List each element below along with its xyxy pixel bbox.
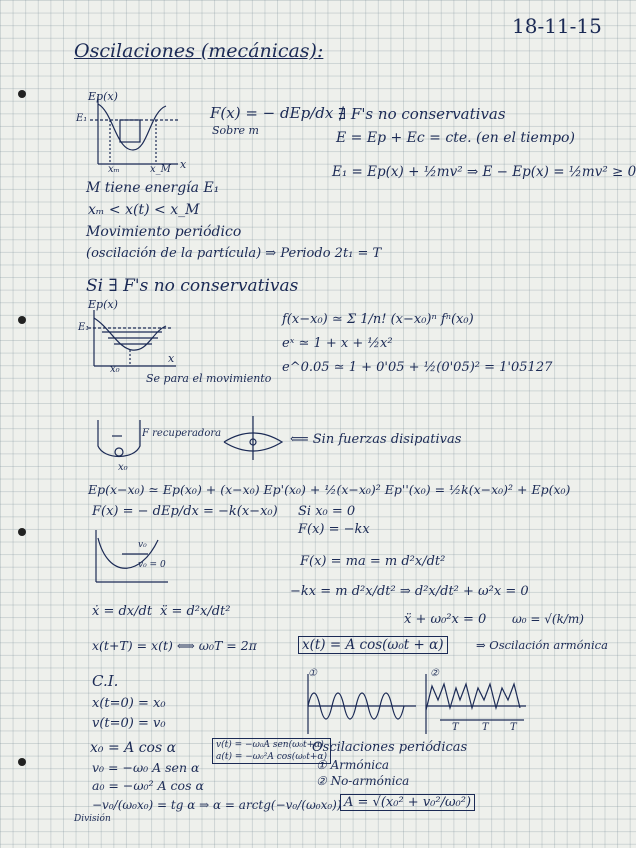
period-label-3: T [510,722,517,733]
binder-hole [18,528,26,536]
plot3-v0: v₀ [138,540,147,550]
plot2-e1: E₁ [78,322,90,333]
a0-equation: a₀ = −ω₀² A cos α [92,778,204,793]
acceleration-def: ẍ = d²x/dt² [160,604,231,619]
plot2-x0: x₀ [110,364,120,375]
periodicity: x(t+T) = x(t) ⟺ ω₀T = 2π [92,638,257,653]
harmonic-label: ⇒ Oscilación armónica [476,638,608,652]
no-dissipative: ⟸ Sin fuerzas disipativas [290,432,462,447]
harmonic-solution: x(t) = A cos(ω₀t + α) [298,636,448,654]
velocity-def: ẋ = dx/dt [92,604,153,619]
nonconservative-heading: Si ∃ F's no conservativas [86,276,299,296]
plot1-x: x [180,158,187,171]
energy-text: M tiene energía E₁ [86,180,220,196]
energy-constant: E = Ep + Ec = cte. (en el tiempo) [336,130,575,146]
plot3-v0-zero: v₀ = 0 [138,560,166,570]
binder-hole [18,90,26,98]
oscillation-period: (oscilación de la partícula) ⇒ Periodo 2t₁ = T [86,246,382,261]
graph1-label: ① [308,668,317,679]
well-sketch [94,418,164,468]
exp-value: e^0.05 ≃ 1 + 0'05 + ½(0'05)² = 1'05127 [282,360,553,375]
option-nonharmonic: ② No-armónica [316,774,410,788]
energy-equation: E₁ = Ep(x) + ½mv² ⇒ E − Ep(x) = ½mv² ≥ 0 [332,164,636,180]
periodic-oscillations: Oscilaciones periódicas [312,740,468,755]
velocity-equation: v(t) = −ω₀A sen(ω₀t+α) [216,740,324,750]
x0-equation: x₀ = A cos α [90,740,177,756]
force-k: F(x) = − dEp/dx = −k(x−x₀) [92,504,278,519]
initial-conditions: C.I. [92,672,119,690]
potential-well-plot [78,92,188,172]
well-x0: x₀ [118,462,128,473]
differential-equation-2: ẍ + ω₀²x = 0 [404,612,487,627]
binder-hole [18,316,26,324]
if-x0: Si x₀ = 0 [298,504,356,519]
tangent-equation: −v₀/(ω₀x₀) = tg α ⇒ α = arctg(−v₀/(ω₀x₀)) [92,798,342,812]
omega-definition: ω₀ = √(k/m) [512,612,584,626]
damped-potential-plot [80,302,190,382]
no-nonconservative: ∄ F's no conservativas [338,105,506,123]
position-inequality: xₘ < x(t) < x_M [88,202,200,218]
stops-note: Se para el movimiento [146,372,272,385]
restoring-force: F recuperadora [142,428,222,439]
pendulum-sketch [218,414,288,464]
plot1-ylabel: Ep(x) [88,90,118,103]
binder-hole [18,758,26,766]
exp-approx: eˣ ≃ 1 + x + ½x² [282,336,393,351]
amplitude-formula: A = √(x₀² + v₀²/ω₀²) [340,794,475,811]
differential-equation: −kx = m d²x/dt² ⇒ d²x/dt² + ω²x = 0 [290,584,529,599]
acceleration-equation: a(t) = −ω₀²A cos(ω₀t+α) [216,752,328,762]
v-initial: v(t=0) = v₀ [92,716,166,731]
division-note: División [74,814,111,824]
period-label-1: T [452,722,459,733]
plot1-e1: E₁ [76,113,88,124]
periodic-motion: Movimiento periódico [86,224,242,240]
oscillation-graphs [300,670,530,740]
taylor-expansion: Ep(x−x₀) ≃ Ep(x₀) + (x−x₀) Ep'(x₀) + ½(x−x₀)² Ep''(x₀) = ½k(x−x₀)² + Ep(x₀) [88,482,571,497]
plot1-xM: x_M [150,164,171,175]
date: 18-11-15 [512,14,602,38]
newton-law: F(x) = ma = m d²x/dt² [300,554,446,569]
hooke-law: F(x) = −kx [298,522,370,537]
x-initial: x(t=0) = x₀ [92,696,166,711]
plot2-ylabel: Ep(x) [88,298,118,311]
graph2-label: ② [430,668,439,679]
spring-well-sketch [92,528,172,588]
taylor-series: f(x−x₀) ≃ Σ 1/n! (x−x₀)ⁿ fⁿ(x₀) [282,312,474,327]
plot2-x: x [168,352,175,365]
option-harmonic: ① Armónica [316,758,390,772]
force-note: Sobre m [212,124,259,137]
v0-equation: v₀ = −ω₀ A sen α [92,760,200,775]
page-title: Oscilaciones (mecánicas): [74,40,324,62]
plot1-xm: xₘ [108,164,120,175]
force-definition: F(x) = − dEp/dx [210,104,334,122]
period-label-2: T [482,722,489,733]
